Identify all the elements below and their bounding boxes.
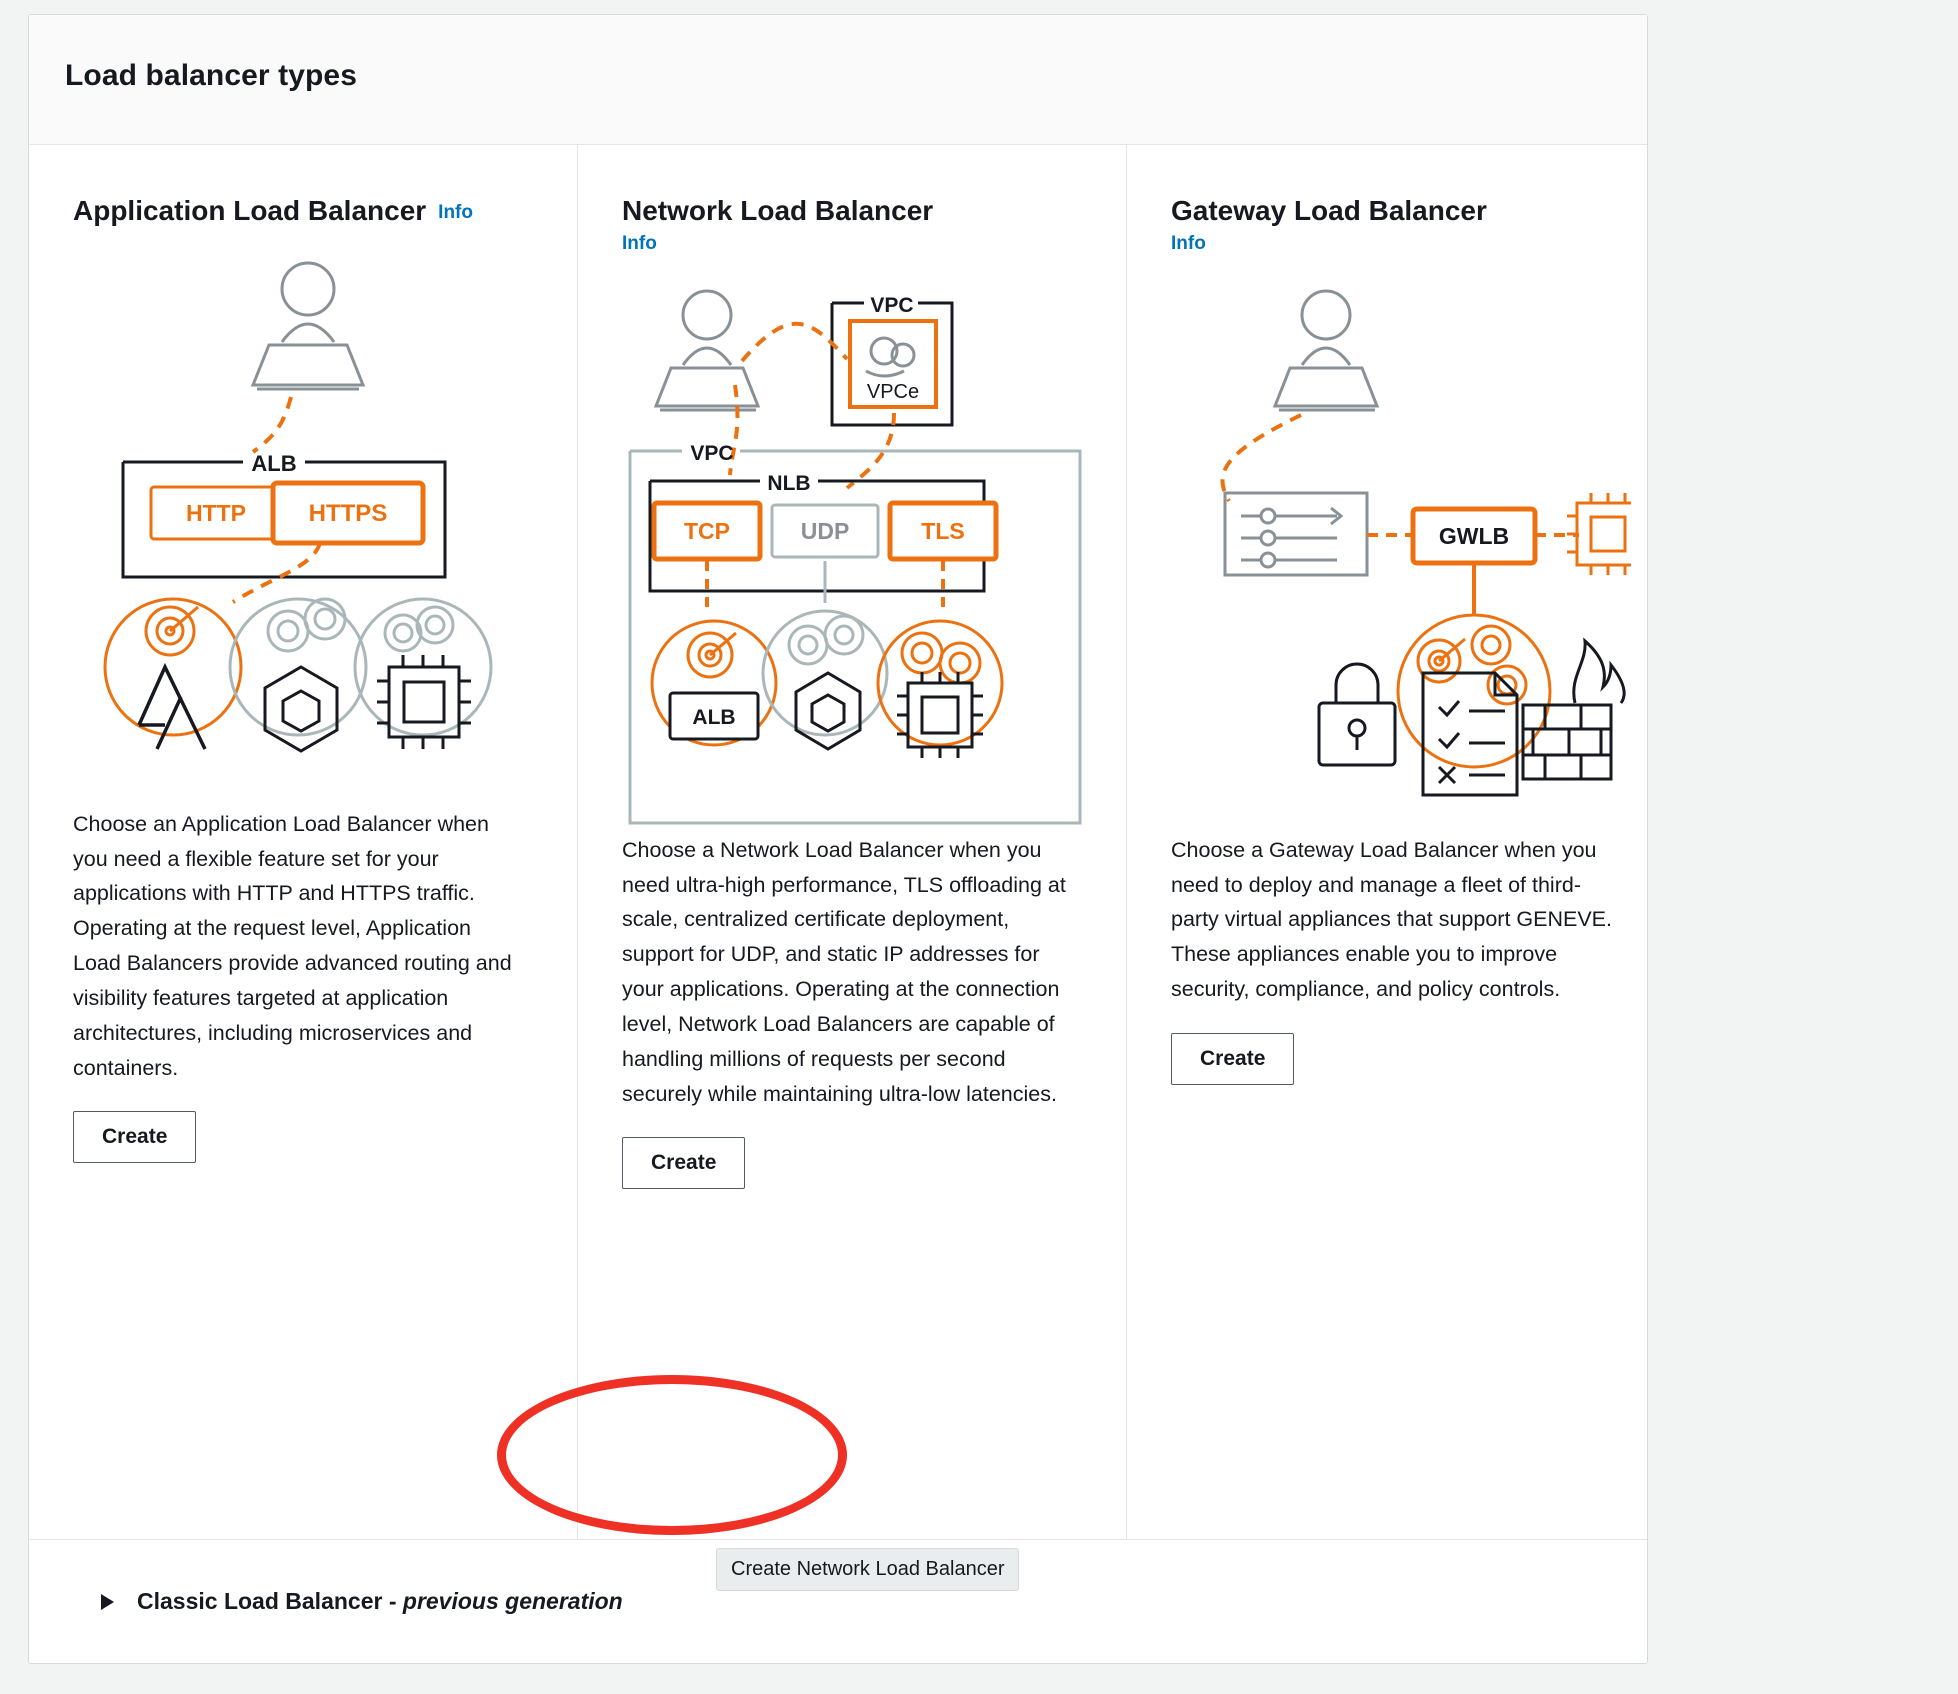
page-title: Load balancer types bbox=[65, 59, 357, 92]
alb-diagram-svg bbox=[73, 247, 533, 807]
classic-label-emphasis: previous generation bbox=[402, 1588, 623, 1614]
expand-caret-icon[interactable] bbox=[101, 1594, 114, 1610]
load-balancer-type-columns bbox=[29, 145, 1647, 1539]
nlb-title-text: Network Load Balancer bbox=[622, 195, 934, 226]
column-application-load-balancer bbox=[29, 145, 577, 1539]
create-nlb-tooltip: Create Network Load Balancer bbox=[716, 1548, 1019, 1591]
gwlb-title-text: Gateway Load Balancer bbox=[1171, 195, 1487, 226]
column-network-load-balancer bbox=[577, 145, 1126, 1539]
alb-description: Choose an Application Load Balancer when you need a flexible feature set for your applications with HTTP and HTTPS traffic. Operating at the request level, Application Load Balancers provide advanced routing and visibility features targeted at application architectures, including microservices and containers. bbox=[73, 811, 512, 1080]
svg-text:VPCe: VPCe bbox=[866, 380, 920, 403]
panel-header bbox=[29, 15, 1647, 145]
svg-text:HTTP: HTTP bbox=[185, 499, 247, 526]
alb-illustration bbox=[73, 247, 533, 807]
gwlb-create-button[interactable]: Create bbox=[1171, 1033, 1294, 1085]
gwlb-description: Choose a Gateway Load Balancer when you need to deploy and manage a fleet of third-party virtual appliances that support GENEVE. These appliances enable you to improve security, compliance, and policy controls. bbox=[1171, 837, 1612, 1002]
nlb-create-button[interactable]: Create bbox=[622, 1137, 745, 1189]
nlb-description: Choose a Network Load Balancer when you need ultra-high performance, TLS offloading at scale, centralized certificate deployment, support for UDP, and static IP addresses for your applications. Operating at the connection level, Network Load Balancers are capable of handling millions of requests per second securely while maintaining ultra-low latencies. bbox=[622, 837, 1066, 1106]
load-balancer-types-panel bbox=[28, 14, 1648, 1664]
alb-info-link[interactable]: Info bbox=[438, 202, 473, 223]
svg-text:UDP: UDP bbox=[800, 517, 850, 544]
alb-title bbox=[73, 193, 533, 229]
svg-text:TLS: TLS bbox=[921, 517, 965, 544]
svg-text:HTTPS: HTTPS bbox=[308, 499, 388, 527]
gwlb-illustration bbox=[1171, 273, 1631, 833]
alb-create-button[interactable]: Create bbox=[73, 1111, 196, 1163]
gwlb-title bbox=[1171, 193, 1631, 229]
svg-text:NLB: NLB bbox=[767, 471, 811, 495]
column-gateway-load-balancer bbox=[1126, 145, 1675, 1539]
svg-text:ALB: ALB bbox=[251, 450, 297, 476]
svg-text:VPC: VPC bbox=[870, 293, 914, 317]
svg-text:ALB: ALB bbox=[692, 705, 736, 729]
classic-load-balancer-label[interactable] bbox=[137, 1588, 623, 1615]
alb-title-text: Application Load Balancer bbox=[73, 195, 427, 226]
svg-text:TCP: TCP bbox=[684, 517, 730, 544]
nlb-info-link[interactable]: Info bbox=[622, 232, 657, 254]
nlb-title bbox=[622, 193, 1082, 229]
nlb-diagram-svg bbox=[622, 273, 1082, 833]
svg-text:GWLB: GWLB bbox=[1438, 522, 1510, 549]
classic-label-text: Classic Load Balancer - bbox=[137, 1588, 403, 1614]
gwlb-info-link[interactable]: Info bbox=[1171, 232, 1206, 254]
svg-text:VPC: VPC bbox=[690, 441, 734, 465]
gwlb-diagram-svg bbox=[1171, 273, 1631, 833]
nlb-illustration bbox=[622, 273, 1082, 833]
